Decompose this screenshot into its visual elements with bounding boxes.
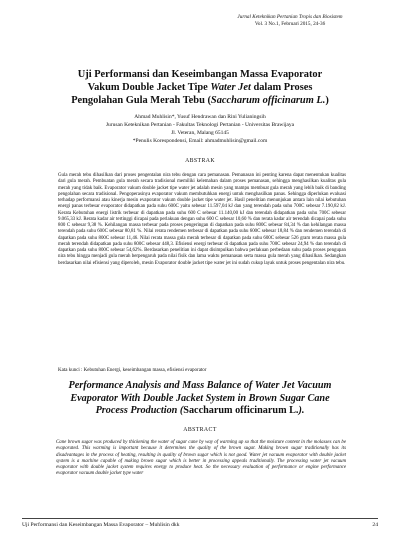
- title-id-line-2-suffix: dalam Proses: [250, 82, 313, 93]
- journal-header: [200, 14, 380, 28]
- author-email: *Penulis Korespondensi, Email: ahmadmuhlisin@gmail.com: [132, 138, 268, 144]
- abstract-body: [56, 440, 346, 478]
- title-id-line-2-italic: Water Jet: [210, 82, 251, 93]
- abstrak-paragraph: Gula merah tebu dihasilkan dari proses pengentalan nira tebu dengan cara pemanasan. Pemanasan ini penting karena dapat menentukan kualitas dari gula merah. Pembuatan gula merah secara tradisional memiliki kelemahan dalam proses pemanasan, sehingga menghasilkan kualitas gula merah yang tidak baik. Evaporator vakum double jacket tipe water jet adalah mesin yang mampu membuat gula merah yang lebih baik di banding pengolahan secara tradisional. Pengoperasinya evaporator vakum membutuhkan energi untuk menghasilkan panas. Sehingga diperlukan evaluasi terhadap performansi atau kinerja mesin evaporator vakum double jacket tipe water jet. Hasil penelitian menunjukan antara lain nilai kebutuhan energi panas terbesar evaporator didapatkan pada suhu 600C yaitu sebesar 11.597,04 kJ dan yang terendah pada suhu 700C sebesar 7.190,82 kJ. Kerata Kebutuhan energi listrik terbesar di dapatkan pada suhu 600 C sebesar 11.140,00 kJ dan terendah didapatkan pada suhu 700C sebesar 9.065,33 kJ. Rerata kadar air tertinggi dicapai pada perlakuan dengan suhu 600 C sebesar 10,60 % dan rerata kadar air terendah dicapai pada suhu 800 C sebesar 9,38 %. Kehilangan massa terbesar pada proses pengeringan di dapatkan pada suhu 800C sebesar 84,34 % dan kehilangan massa terendah pada suhu 600C sebesar 80,81 %. Nilai rerata rendemen terbesar di dapatkan pada suhu 600C sebesar 18,84 % dan rendemen terendah di dapatkan pada suhu 800C sebesar 11,46. Nilai rerata massa gula merah terbesar di dapatkan pada suhu 600C sebesar 526 gram rerata massa gula merah terendah didapatkan pada suhu 800C sebesar 448,3. Efisiensi energi terbesar di dapatkan pada suhu 700C sebesar 24,94 % dan terendah di dapatkan pada suhu 800C sebesar 54,62%. Berdasarkan penelitian ini dapat disimpulkan bahwa perlakuan perbedaan suhu pada proses pengupan nira tebu hingga menjadi gula merah berpengaruh pada nilai fisik dan lama waktu pemanasan serta massa gula merah yang dihasilkan. Sedangkan berdasarkan nilai efisiensi yang diperoleh, mesin Evaporator double jacket tipe water jet ini sudah cukup layak untuk proses pengentalan nira tebu.: [58, 173, 346, 266]
- title-id-line-3: [40, 94, 360, 107]
- title-en-line-2: Evaporator With Double Jacket System in Brown Sugar Cane: [70, 392, 330, 404]
- title-en-line-3: [30, 405, 370, 418]
- author-affiliation: Jurusan Keteknikan Pertanian - Fakultas Teknologi Pertanian - Universitas Brawijaya: [105, 122, 295, 128]
- paper-title-english: [30, 380, 370, 418]
- title-id-line-1: Uji Performansi dan Keseimbangan Massa Evaporator: [77, 69, 323, 80]
- author-block: [40, 113, 360, 145]
- footer-running-title: Uji Performansi dan Keseimbangan Massa Evaporator – Muhlisin dkk: [22, 522, 180, 528]
- title-en-line-3-suffix: ).: [298, 405, 305, 417]
- title-id-line-3-italic: Saccharum officinarum L.: [210, 95, 326, 106]
- title-en-line-3-roman: Saccharum officinarum L.: [183, 405, 299, 417]
- title-id-line-2: [40, 81, 360, 94]
- footer-divider: [22, 518, 378, 519]
- author-address: Jl. Veteran, Malang 65145: [171, 130, 229, 136]
- title-en-line-1: Performance Analysis and Mass Balance of Water Jet Vacuum: [68, 380, 332, 391]
- title-en-line-3-prefix: Process Production (: [95, 405, 184, 417]
- abstract-heading: ABSTRACT: [183, 427, 217, 433]
- author-names: Ahmad Muhlisin*, Yusuf Hendrawan dan Rini Yulianingsih: [134, 114, 266, 120]
- journal-issue: Vol. 3 No.1, Februari 2015, 24-36: [254, 21, 326, 27]
- title-id-line-3-prefix: Pengolahan Gula Merah Tebu (: [71, 95, 211, 106]
- page-number: 24: [372, 522, 378, 528]
- abstrak-heading: ABSTRAK: [185, 158, 215, 164]
- journal-name: Jurnal Keteknikan Pertanian Tropis dan Biosistem: [237, 14, 343, 20]
- abstrak-body: [58, 173, 346, 267]
- title-id-line-2-prefix: Vakum Double Jacket Tipe: [87, 82, 211, 93]
- abstract-paragraph: Cane brown sugar was produced by thickening the water of sugar cane by way of warming up so that the moisture content in the molasses can be evaporated. This warming is important because it determines the quality of the brown sugar. Making brown sugar traditionally has its disadvantages in the process of heating, resulting in quality of brown sugar which is not good. Water jet vacuum evaporator with double jacket system is a machine capable of making brown sugar which is better in processing appeals traditionally. The processing water jet vacuum evaporator with double jacket system requires energy to produce heat. So the necessary evaluation of performance or engine performance evaporator vacuum double jacket type water: [56, 440, 346, 477]
- title-id-line-3-suffix: ): [325, 95, 329, 106]
- paper-title-indonesian: [40, 68, 360, 107]
- keywords: Kata kunci : Kebutuhan Energi, keseimbangan massa, efisiensi evaporator: [58, 368, 207, 373]
